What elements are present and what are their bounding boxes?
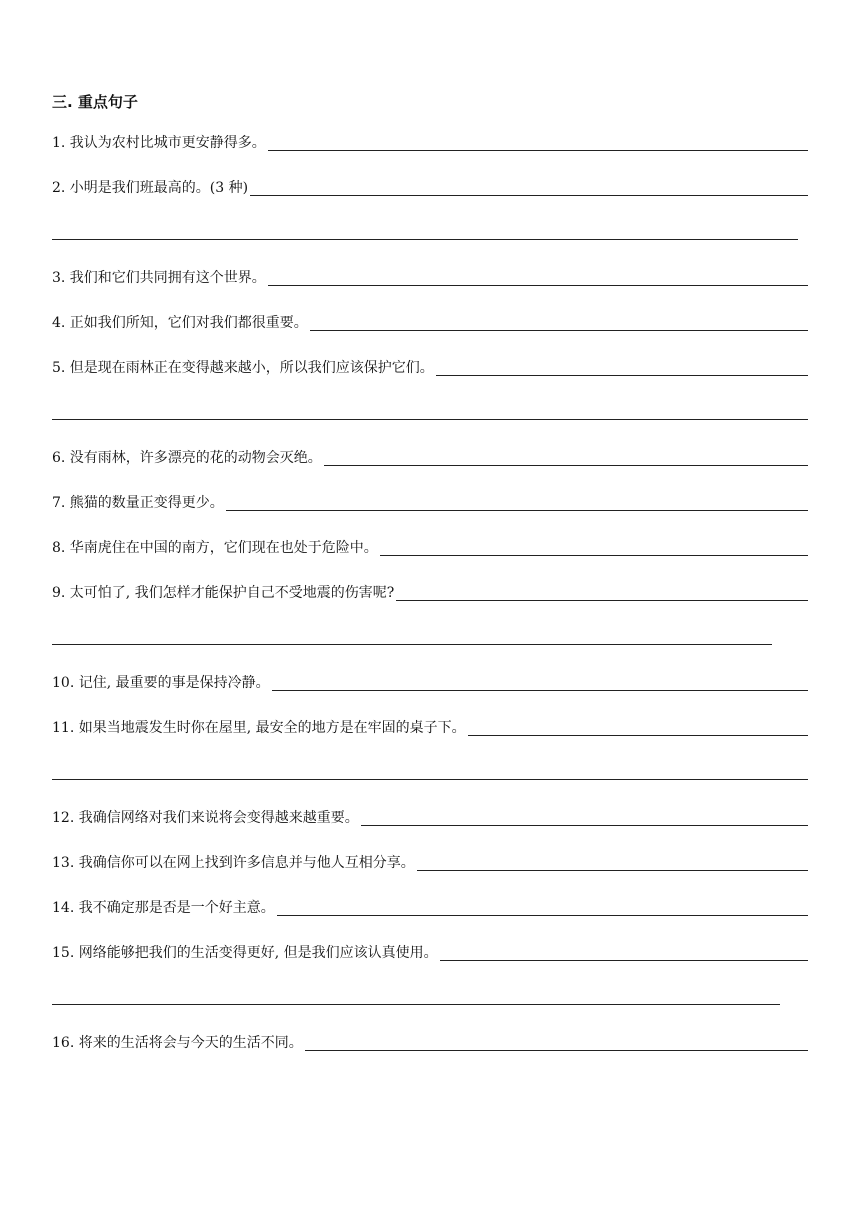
answer-blank[interactable] — [417, 870, 808, 871]
answer-blank[interactable] — [380, 555, 808, 556]
answer-blank[interactable] — [361, 825, 808, 826]
question-16 — [52, 1032, 808, 1052]
answer-blank-continuation[interactable] — [52, 1004, 780, 1005]
question-11 — [52, 717, 808, 737]
question-text: 3. 我们和它们共同拥有这个世界。 — [52, 270, 266, 286]
question-8 — [52, 537, 808, 557]
answer-blank[interactable] — [226, 510, 808, 511]
question-5 — [52, 357, 808, 377]
answer-blank-continuation[interactable] — [52, 779, 808, 780]
question-4 — [52, 312, 808, 332]
answer-blank[interactable] — [310, 330, 808, 331]
question-text: 7. 熊猫的数量正变得更少。 — [52, 495, 224, 511]
answer-blank[interactable] — [272, 690, 808, 691]
question-text: 12. 我确信网络对我们来说将会变得越来越重要。 — [52, 810, 359, 826]
answer-blank[interactable] — [305, 1050, 808, 1051]
question-1 — [52, 132, 808, 152]
answer-blank-continuation[interactable] — [52, 239, 798, 240]
question-text: 1. 我认为农村比城市更安静得多。 — [52, 135, 266, 151]
question-text: 15. 网络能够把我们的生活变得更好, 但是我们应该认真使用。 — [52, 945, 438, 961]
answer-blank[interactable] — [440, 960, 808, 961]
answer-blank-continuation[interactable] — [52, 644, 772, 645]
answer-blank[interactable] — [436, 375, 808, 376]
question-14 — [52, 897, 808, 917]
question-12 — [52, 807, 808, 827]
question-3 — [52, 267, 808, 287]
question-13 — [52, 852, 808, 872]
question-text: 10. 记住, 最重要的事是保持冷静。 — [52, 675, 270, 691]
question-text: 11. 如果当地震发生时你在屋里, 最安全的地方是在牢固的桌子下。 — [52, 720, 466, 736]
answer-blank[interactable] — [468, 735, 808, 736]
answer-blank[interactable] — [324, 465, 808, 466]
question-text: 13. 我确信你可以在网上找到许多信息并与他人互相分享。 — [52, 855, 415, 871]
question-9 — [52, 582, 808, 602]
answer-blank[interactable] — [268, 285, 808, 286]
question-6 — [52, 447, 808, 467]
answer-blank[interactable] — [277, 915, 808, 916]
question-text: 9. 太可怕了, 我们怎样才能保护自己不受地震的伤害呢? — [52, 585, 395, 601]
question-10 — [52, 672, 808, 692]
question-2 — [52, 177, 808, 197]
question-text: 5. 但是现在雨林正在变得越来越小，所以我们应该保护它们。 — [52, 360, 434, 376]
question-7 — [52, 492, 808, 512]
answer-blank[interactable] — [268, 150, 808, 151]
question-text: 8. 华南虎住在中国的南方，它们现在也处于危险中。 — [52, 540, 378, 556]
question-text: 6. 没有雨林，许多漂亮的花的动物会灭绝。 — [52, 450, 322, 466]
section-title: 三. 重点句子 — [52, 93, 138, 111]
answer-blank[interactable] — [250, 195, 808, 196]
answer-blank-continuation[interactable] — [52, 419, 808, 420]
question-text: 2. 小明是我们班最高的。(3 种) — [52, 180, 249, 196]
answer-blank[interactable] — [396, 600, 808, 601]
question-text: 16. 将来的生活将会与今天的生活不同。 — [52, 1035, 303, 1051]
question-text: 14. 我不确定那是否是一个好主意。 — [52, 900, 275, 916]
question-15 — [52, 942, 808, 962]
question-text: 4. 正如我们所知，它们对我们都很重要。 — [52, 315, 308, 331]
